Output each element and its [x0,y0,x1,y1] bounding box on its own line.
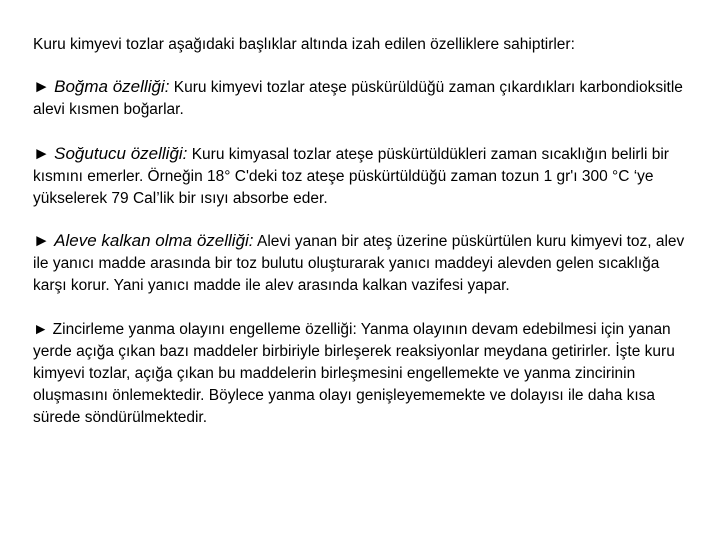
property-text: Kuru kimyasal tozlar ateşe püskürtüldükleri zaman sıcaklığın belirli bir kısmını emerler. Örneğin 18° C'deki toz ateşe püskürtüldüğü zaman tozun 1 gr'ı 300 °C ‘ye yükselerek 79 Cal’lik bir ısıyı absorbe eder. [33,146,669,207]
slide-content [33,34,693,449]
property-heading: Aleve kalkan olma özelliği: [54,231,254,250]
property-paragraph-chain-reaction [33,319,693,429]
property-heading: Boğma özelliği: [54,77,170,96]
property-text: Alevi yanan bir ateş üzerine püskürtülen kuru kimyevi toz, alev ile yanıcı madde arasında bir toz bulutu oluşturarak yanıcı maddeyi alevden gelen sıcaklığa karşı korur. Yani yanıcı madde ile alev arasında kalkan vazifesi yapar. [33,233,685,294]
bullet-arrow-icon: ► [33,144,50,163]
property-paragraph-suffocation [33,76,693,121]
property-heading: Soğutucu özelliği: [54,144,188,163]
bullet-arrow-icon: ► [33,231,50,250]
property-paragraph-shield [33,230,693,297]
property-text: Kuru kimyevi tozlar ateşe püskürüldüğü zaman çıkardıkları karbondioksitle alevi kısmen boğarlar. [33,79,683,118]
bullet-arrow-icon: ► [33,77,50,96]
property-text: Zincirleme yanma olayını engelleme özelliği: Yanma olayının devam edebilmesi için yanan yerde açığa çıkan bazı maddeler birbiriyle birleşerek reaksiyonlar meydana getirirler. İşte kuru kimyevi tozlar, açığa çıkan bu maddelerin birleşmesini engellemekte ve yanma zincirinin oluşmasını önlemektedir. Böylece yanma olayı genişleyememekte ve dolayısı ile daha kısa sürede söndürülmektedir. [33,321,675,426]
bullet-arrow-icon: ► [33,321,49,338]
property-paragraph-cooling [33,143,693,210]
intro-text: Kuru kimyevi tozlar aşağıdaki başlıklar altında izah edilen özelliklere sahiptirler: [33,36,575,53]
